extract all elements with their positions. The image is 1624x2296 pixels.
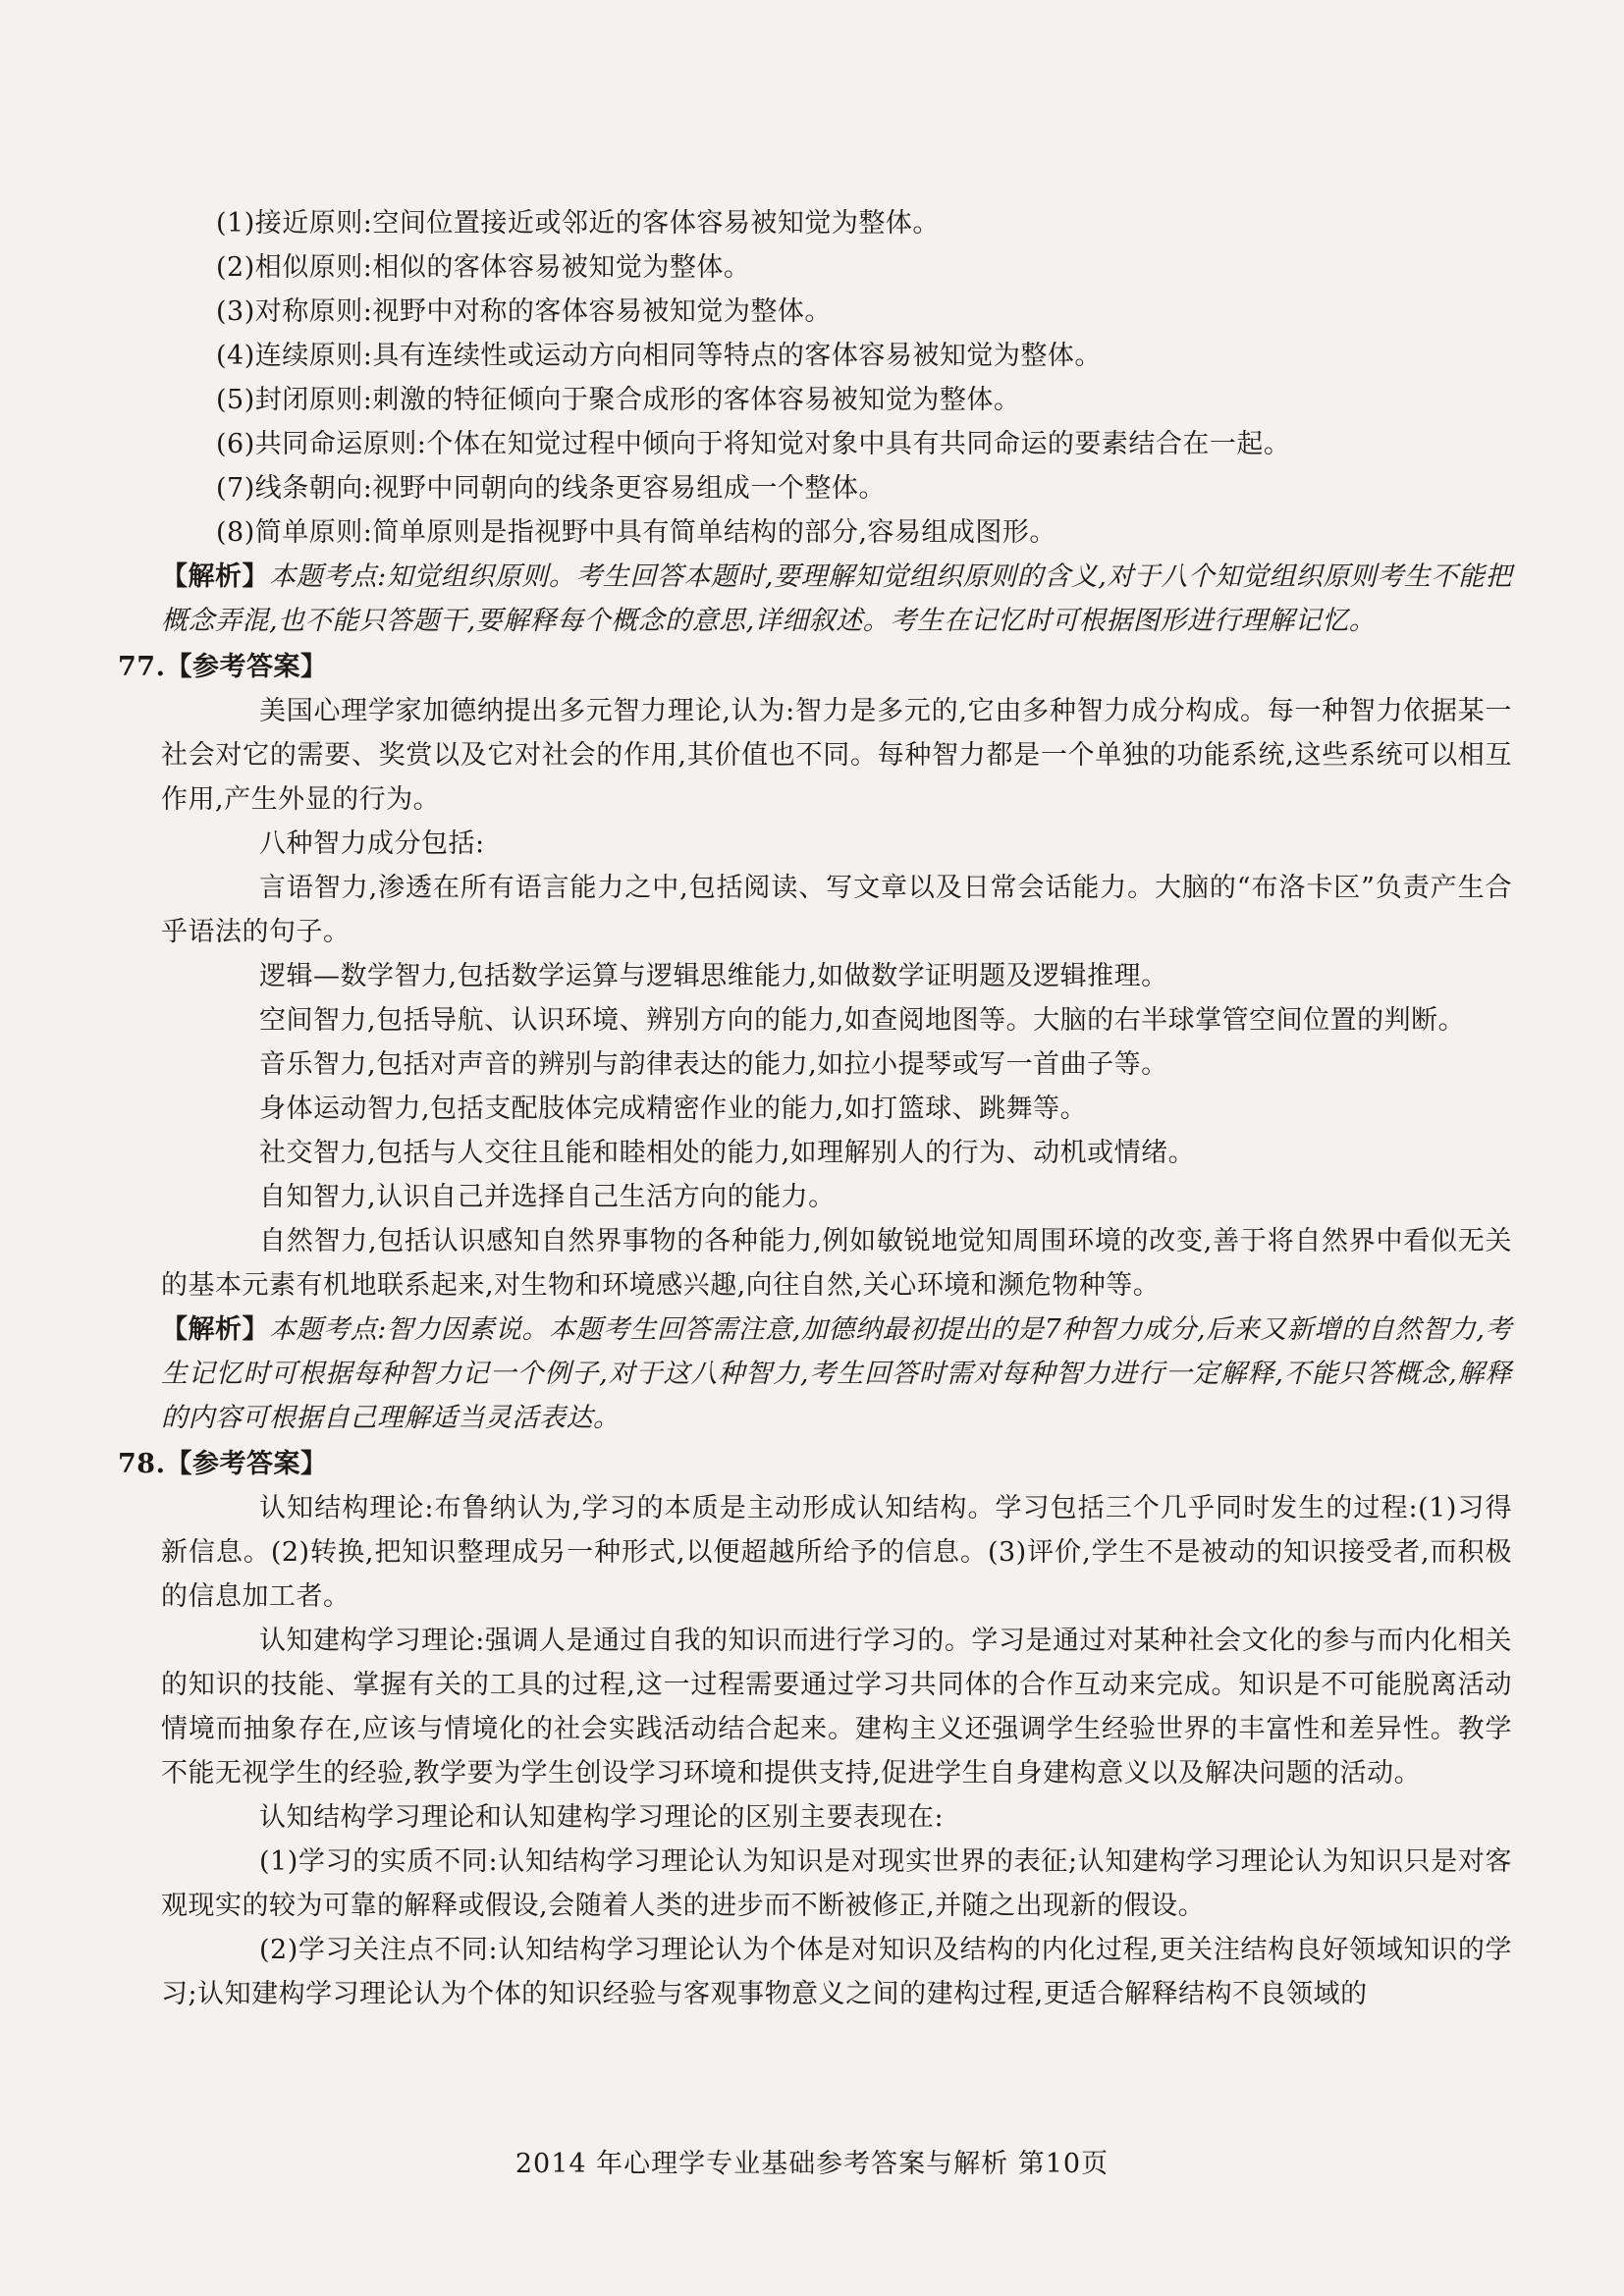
q77-list-title: 八种智力成分包括: bbox=[259, 828, 485, 859]
principle-8: (8)简单原则:简单原则是指视野中具有简单结构的部分,容易组成图形。 bbox=[216, 517, 1056, 548]
intelligence-verbal: 言语智力,渗透在所有语言能力之中,包括阅读、写文章以及日常会话能力。大脑的“布洛卡区”负责产生合乎语法的句子。 bbox=[161, 873, 1512, 947]
question-77-heading: 77.【参考答案】 bbox=[118, 652, 328, 682]
analysis-77 bbox=[118, 1308, 1512, 1440]
analysis-text: 本题考点:知觉组织原则。考生回答本题时,要理解知觉组织原则的含义,对于八个知觉组织原则考生不能把概念弄混,也不能只答题干,要解释每个概念的意思,详细叙述。考生在记忆时可根据图形进行理解记忆。 bbox=[161, 561, 1512, 636]
principle-7: (7)线条朝向:视野中同朝向的线条更容易组成一个整体。 bbox=[216, 473, 886, 504]
q78-paragraph-3: 认知结构学习理论和认知建构学习理论的区别主要表现在: bbox=[259, 1802, 945, 1833]
intelligence-bodily: 身体运动智力,包括支配肢体完成精密作业的能力,如打篮球、跳舞等。 bbox=[259, 1094, 1088, 1124]
principle-5: (5)封闭原则:刺激的特征倾向于聚合成形的客体容易被知觉为整体。 bbox=[216, 385, 1021, 415]
intelligence-spatial: 空间智力,包括导航、认识环境、辨别方向的能力,如查阅地图等。大脑的右半球掌管空间位置的判断。 bbox=[259, 1005, 1466, 1036]
analysis-tag: 【解析】 bbox=[161, 1314, 270, 1345]
principle-4: (4)连续原则:具有连续性或运动方向相同等特点的客体容易被知觉为整体。 bbox=[216, 341, 1102, 371]
q77-intro: 美国心理学家加德纳提出多元智力理论,认为:智力是多元的,它由多种智力成分构成。每一种智力依据某一社会对它的需要、奖赏以及它对社会的作用,其价值也不同。每种智力都是一个单独的功能系统,这些系统可以相互作用,产生外显的行为。 bbox=[161, 696, 1512, 815]
intelligence-logical: 逻辑—数学智力,包括数学运算与逻辑思维能力,如做数学证明题及逻辑推理。 bbox=[259, 961, 1168, 991]
intelligence-social: 社交智力,包括与人交往且能和睦相处的能力,如理解别人的行为、动机或情绪。 bbox=[259, 1138, 1196, 1168]
intelligence-musical: 音乐智力,包括对声音的辨别与韵律表达的能力,如拉小提琴或写一首曲子等。 bbox=[259, 1049, 1168, 1080]
q78-paragraph-2: 认知建构学习理论:强调人是通过自我的知识而进行学习的。学习是通过对某种社会文化的参与而内化相关的知识的技能、掌握有关的工具的过程,这一过程需要通过学习共同体的合作互动来完成。知识是不可能脱离活动情境而抽象存在,应该与情境化的社会实践活动结合起来。建构主义还强调学生经验世界的丰富性和差异性。教学不能无视学生的经验,教学要为学生创设学习环境和提供支持,促进学生自身建构意义以及解决问题的活动。 bbox=[161, 1626, 1512, 1789]
q78-paragraph-4: (1)学习的实质不同:认知结构学习理论认为知识是对现实世界的表征;认知建构学习理论认为知识只是对客观现实的较为可靠的解释或假设,会随着人类的进步而不断被修正,并随之出现新的假设。 bbox=[161, 1846, 1512, 1921]
analysis-tag: 【解析】 bbox=[161, 561, 270, 592]
q78-paragraph-5: (2)学习关注点不同:认知结构学习理论认为个体是对知识及结构的内化过程,更关注结构良好领域知识的学习;认知建构学习理论认为个体的知识经验与客观事物意义之间的建构过程,更适合解释结构不良领域的 bbox=[161, 1935, 1512, 2009]
analysis-76 bbox=[118, 555, 1512, 643]
q78-paragraph-1: 认知结构理论:布鲁纳认为,学习的本质是主动形成认知结构。学习包括三个几乎同时发生的过程:(1)习得新信息。(2)转换,把知识整理成另一种形式,以便超越所给予的信息。(3)评价,学生不是被动的知识接受者,而积极的信息加工者。 bbox=[161, 1493, 1512, 1612]
principle-3: (3)对称原则:视野中对称的客体容易被知觉为整体。 bbox=[216, 296, 832, 327]
question-78-heading: 78.【参考答案】 bbox=[118, 1449, 328, 1479]
intelligence-natural: 自然智力,包括认识感知自然界事物的各种能力,例如敏锐地觉知周围环境的改变,善于将自然界中看似无关的基本元素有机地联系起来,对生物和环境感兴趣,向往自然,关心环境和濒危物种等。 bbox=[161, 1226, 1512, 1301]
page-footer: 2014 年心理学专业基础参考答案与解析 第10页 bbox=[514, 2149, 1110, 2179]
principle-2: (2)相似原则:相似的客体容易被知觉为整体。 bbox=[216, 252, 751, 283]
principle-1: (1)接近原则:空间位置接近或邻近的客体容易被知觉为整体。 bbox=[216, 208, 940, 239]
principle-6: (6)共同命运原则:个体在知觉过程中倾向于将知觉对象中具有共同命运的要素结合在一起。 bbox=[216, 429, 1291, 459]
analysis-text: 本题考点:智力因素说。本题考生回答需注意,加德纳最初提出的是7种智力成分,后来又新增的自然智力,考生记忆时可根据每种智力记一个例子,对于这八种智力,考生回答时需对每种智力进行一定解释,不能只答概念,解释的内容可根据自己理解适当灵活表达。 bbox=[161, 1314, 1513, 1433]
intelligence-self: 自知智力,认识自己并选择自己生活方向的能力。 bbox=[259, 1182, 836, 1212]
page-content bbox=[118, 201, 1512, 2016]
